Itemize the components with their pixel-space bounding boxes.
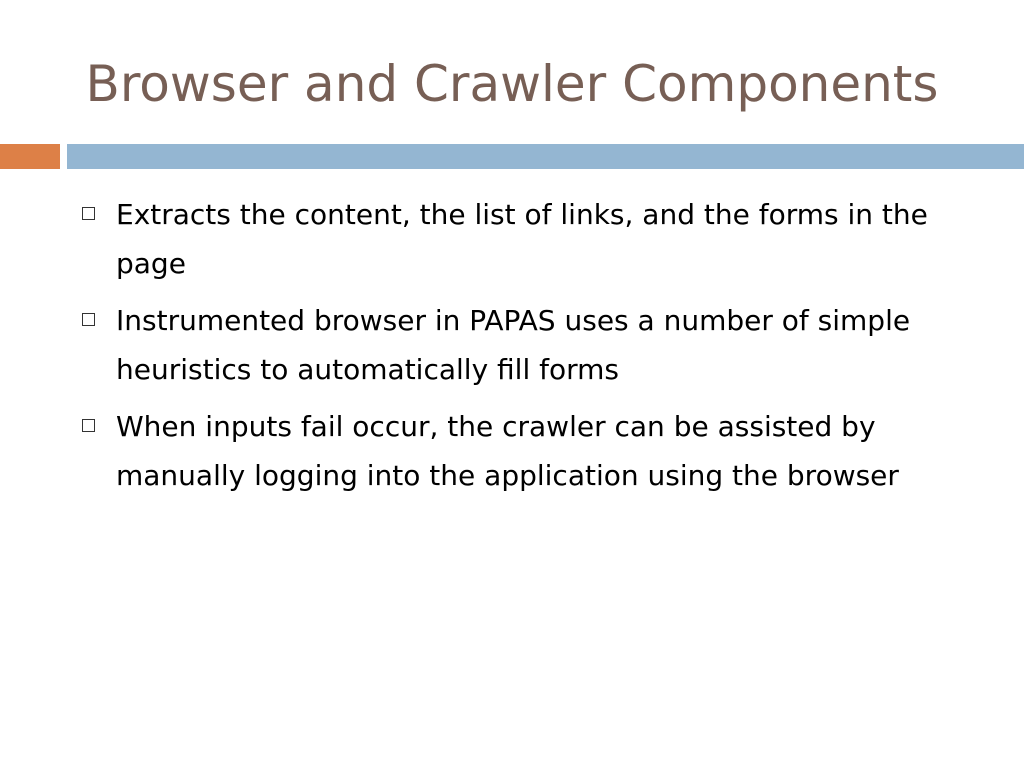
bullet-text: Extracts the content, the list of links, and the forms in the page (116, 198, 928, 280)
bullet-text: Instrumented browser in PAPAS uses a number of simple heuristics to automatically fill forms (116, 304, 911, 386)
hollow-square-bullet-icon (82, 313, 95, 326)
slide-title: Browser and Crawler Components (85, 55, 939, 113)
bullet-item (82, 190, 982, 288)
accent-bar-orange (0, 144, 60, 169)
bullet-item (82, 402, 982, 500)
bullet-list (82, 190, 982, 508)
bullet-text: When inputs fail occur, the crawler can be assisted by manually logging into the application using the browser (116, 410, 899, 492)
hollow-square-bullet-icon (82, 207, 95, 220)
hollow-square-bullet-icon (82, 419, 95, 432)
bullet-item (82, 296, 982, 394)
accent-bar-blue (67, 144, 1024, 169)
